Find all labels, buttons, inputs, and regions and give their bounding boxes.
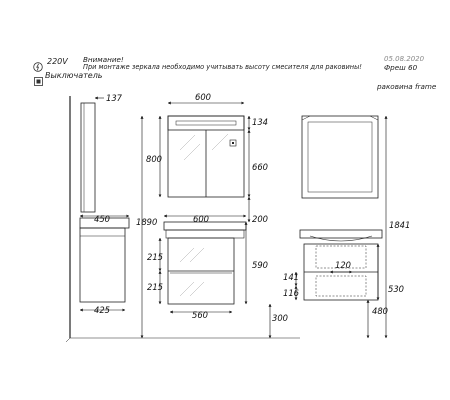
dim-116: 116 xyxy=(283,288,299,298)
front-view xyxy=(136,116,300,338)
dim-200: 200 xyxy=(252,214,268,224)
attention-title: Внимание! xyxy=(83,55,124,64)
dim-800: 800 xyxy=(146,154,162,164)
dim-141: 141 xyxy=(283,272,299,282)
dim-600-mid: 600 xyxy=(193,214,209,224)
dim-137: 137 xyxy=(106,93,122,103)
dim-560: 560 xyxy=(192,310,208,320)
mounting-instruction: При монтаже зеркала необходимо учитывать высоту смесителя для раковины! xyxy=(83,63,362,71)
dim-450: 450 xyxy=(94,214,110,224)
dim-1890: 1890 xyxy=(136,217,158,227)
dim-600-top: 600 xyxy=(195,92,211,102)
dim-590: 590 xyxy=(252,260,268,270)
product-name: Фреш 60 xyxy=(384,63,418,72)
revision-date: 05.08.2020 xyxy=(384,55,425,63)
dim-134: 134 xyxy=(252,117,268,127)
dim-425: 425 xyxy=(94,305,110,315)
sink-model: раковина frame xyxy=(377,82,437,91)
dim-215-lower: 215 xyxy=(147,282,163,292)
dim-215-upper: 215 xyxy=(147,252,163,262)
wall-view xyxy=(300,116,382,300)
dim-530: 530 xyxy=(388,284,404,294)
voltage-label: 220V xyxy=(47,57,68,66)
dim-1841: 1841 xyxy=(389,220,411,230)
dim-660: 660 xyxy=(252,162,268,172)
switch-label: Выключатель xyxy=(45,71,103,80)
dim-300: 300 xyxy=(272,313,288,323)
dim-120: 120 xyxy=(335,260,351,270)
dim-480: 480 xyxy=(372,306,388,316)
